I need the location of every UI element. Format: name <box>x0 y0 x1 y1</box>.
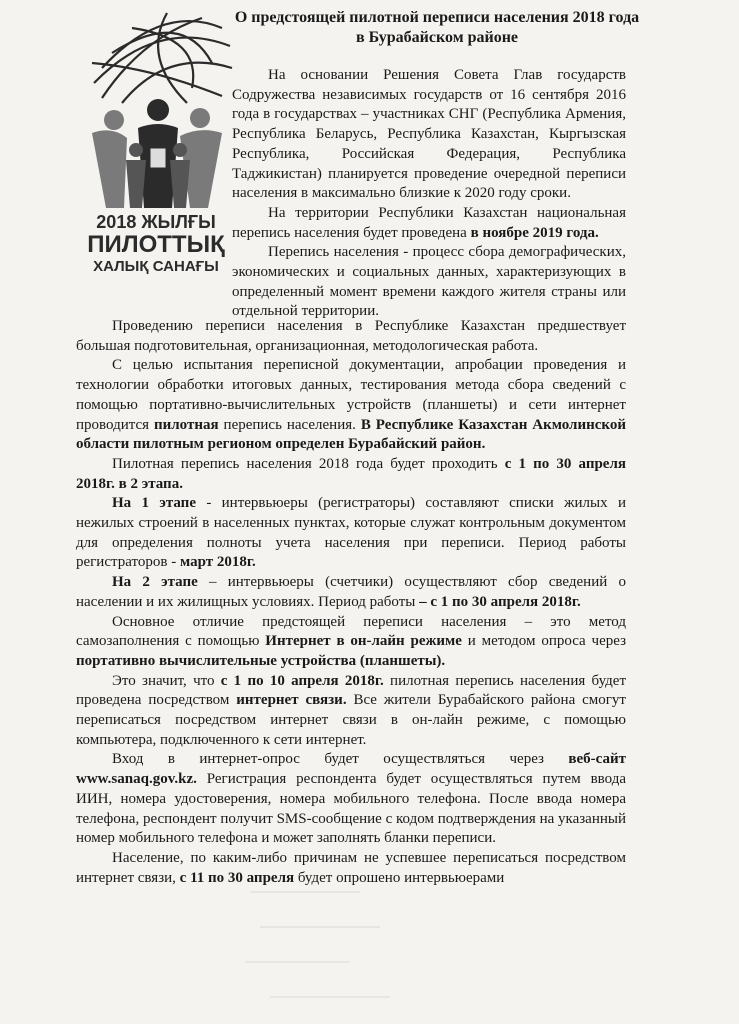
bold-text-run: На 2 этапе <box>112 574 198 591</box>
text-run: С целью испытания переписной документации, апробации проведения и технологии обработки итоговых данных, тестирования метода сбора сведений с помощью портативно-вычислительных устройств (планшеты) и сети интернет проводится <box>76 357 626 433</box>
text-run: Пилотная перепись населения 2018 года будет проходить <box>112 455 505 472</box>
logo-text <box>72 212 240 276</box>
bold-text-run: с 1 по 30 апреля 2018г. в 2 этапа. <box>76 455 626 492</box>
document-title: О предстоящей пилотной переписи населения 2018 года в Бурабайском районе <box>234 9 640 46</box>
bold-text-run: Интернет в он-лайн режиме <box>265 633 462 650</box>
bold-text-run: с 11 по 30 апреля <box>179 869 295 886</box>
paragraph <box>76 317 626 356</box>
bold-text-run: март 2018г. <box>179 554 256 571</box>
logo-line-2: ПИЛОТТЫҚ <box>87 231 225 258</box>
paragraph <box>76 750 626 849</box>
logo-line-1: 2018 ЖЫЛҒЫ <box>96 212 216 232</box>
bold-text-run: – с 1 по 30 апреля 2018г. <box>419 593 581 610</box>
paragraph <box>76 672 626 751</box>
text-run: Регистрация респондента будет осуществляться путем ввода ИИН, номера удостоверения, номера мобильного телефона. После ввода номера телефона, респондент получит SMS-сообщение с кодом подтверждения на указанный номер мобильного телефона и может заполнять бланки переписи. <box>76 771 626 847</box>
bold-text-run: веб-сайт www.sanaq.gov.kz. <box>76 751 626 788</box>
bold-text-run: На 1 этапе <box>112 495 196 512</box>
family-figures-icon <box>92 99 222 208</box>
text-run: Население, по каким-либо причинам не успевшее переписаться посредством интернет связи, <box>76 849 626 886</box>
text-run: пилотная перепись населения будет проведена посредством <box>76 672 626 709</box>
globe-lines-icon <box>92 13 232 103</box>
text-run: – интервьюеры (счетчики) осуществляют сбор сведений о населении и их жилищных условиях. Период работы <box>76 574 626 610</box>
paragraph <box>232 66 626 204</box>
text-run: Это значит, что <box>112 672 221 689</box>
bold-text-run: портативно вычислительные устройства (планшеты). <box>76 652 446 669</box>
text-run: На основании Решения Совета Глав государств Содружества независимых государств от 16 сентября 2016 года в государствах – участниках СНГ (Республика Армения, Республика Беларусь, Республика Казахстан, Кыргызская Республика, Российская Федерация, Республика Таджикистан) планируется проведение очередной переписи населения в максимально близкие к 2020 году сроки. <box>232 67 626 202</box>
text-run: перепись населения. <box>218 416 361 433</box>
bold-text-run: В Республике Казахстан Акмолинской области пилотным регионом определен Бурабайский район. <box>76 416 627 453</box>
bleed-through-marks <box>240 872 400 1022</box>
intro-column <box>232 66 626 322</box>
text-run: будет опрошено интервьюерами <box>294 869 505 886</box>
text-run: Вход в интернет-опрос будет осуществляться через <box>112 751 569 768</box>
text-run: На территории Республики Казахстан национальная перепись населения будет проведена <box>232 204 626 241</box>
paragraph <box>76 356 626 455</box>
bold-text-run: пилотная <box>153 416 219 433</box>
bold-text-run: в ноябре 2019 года. <box>470 224 599 241</box>
paragraph <box>76 494 626 573</box>
text-run: и методом опроса через <box>461 633 626 650</box>
text-run: Перепись населения - процесс сбора демографических, экономических и социальных данных, характеризующих в определенный момент времени каждого жителя страны или отдельной территории. <box>232 244 626 320</box>
text-run: Проведению переписи населения в Республике Казахстан предшествует большая подготовительная, организационная, методологическая работа. <box>76 318 626 354</box>
text-run: Все жители Бурабайского района смогут переписаться посредством интернет связи в он-лайн режиме, с помощью компьютера, подключенного к сети интернет. <box>76 692 626 748</box>
text-run: Основное отличие предстоящей переписи населения – это метод самозаполнения с помощью <box>76 613 626 650</box>
paragraph <box>76 455 626 494</box>
body-text <box>76 317 626 888</box>
paragraph <box>76 613 626 672</box>
bold-text-run: с 1 по 10 апреля 2018г. <box>220 672 384 689</box>
paragraph <box>232 204 626 243</box>
text-run: - интервьюеры (регистраторы) составляют списки жилых и нежилых строений в населенных пунктах, которые служат контрольным документом для определения полноты учета населения при переписи. Период работы регистраторов - <box>76 495 626 571</box>
paragraph <box>232 243 626 322</box>
bold-text-run: интернет связи. <box>236 692 347 709</box>
paragraph <box>76 573 626 612</box>
logo-line-3: ХАЛЫҚ САНАҒЫ <box>93 258 219 275</box>
